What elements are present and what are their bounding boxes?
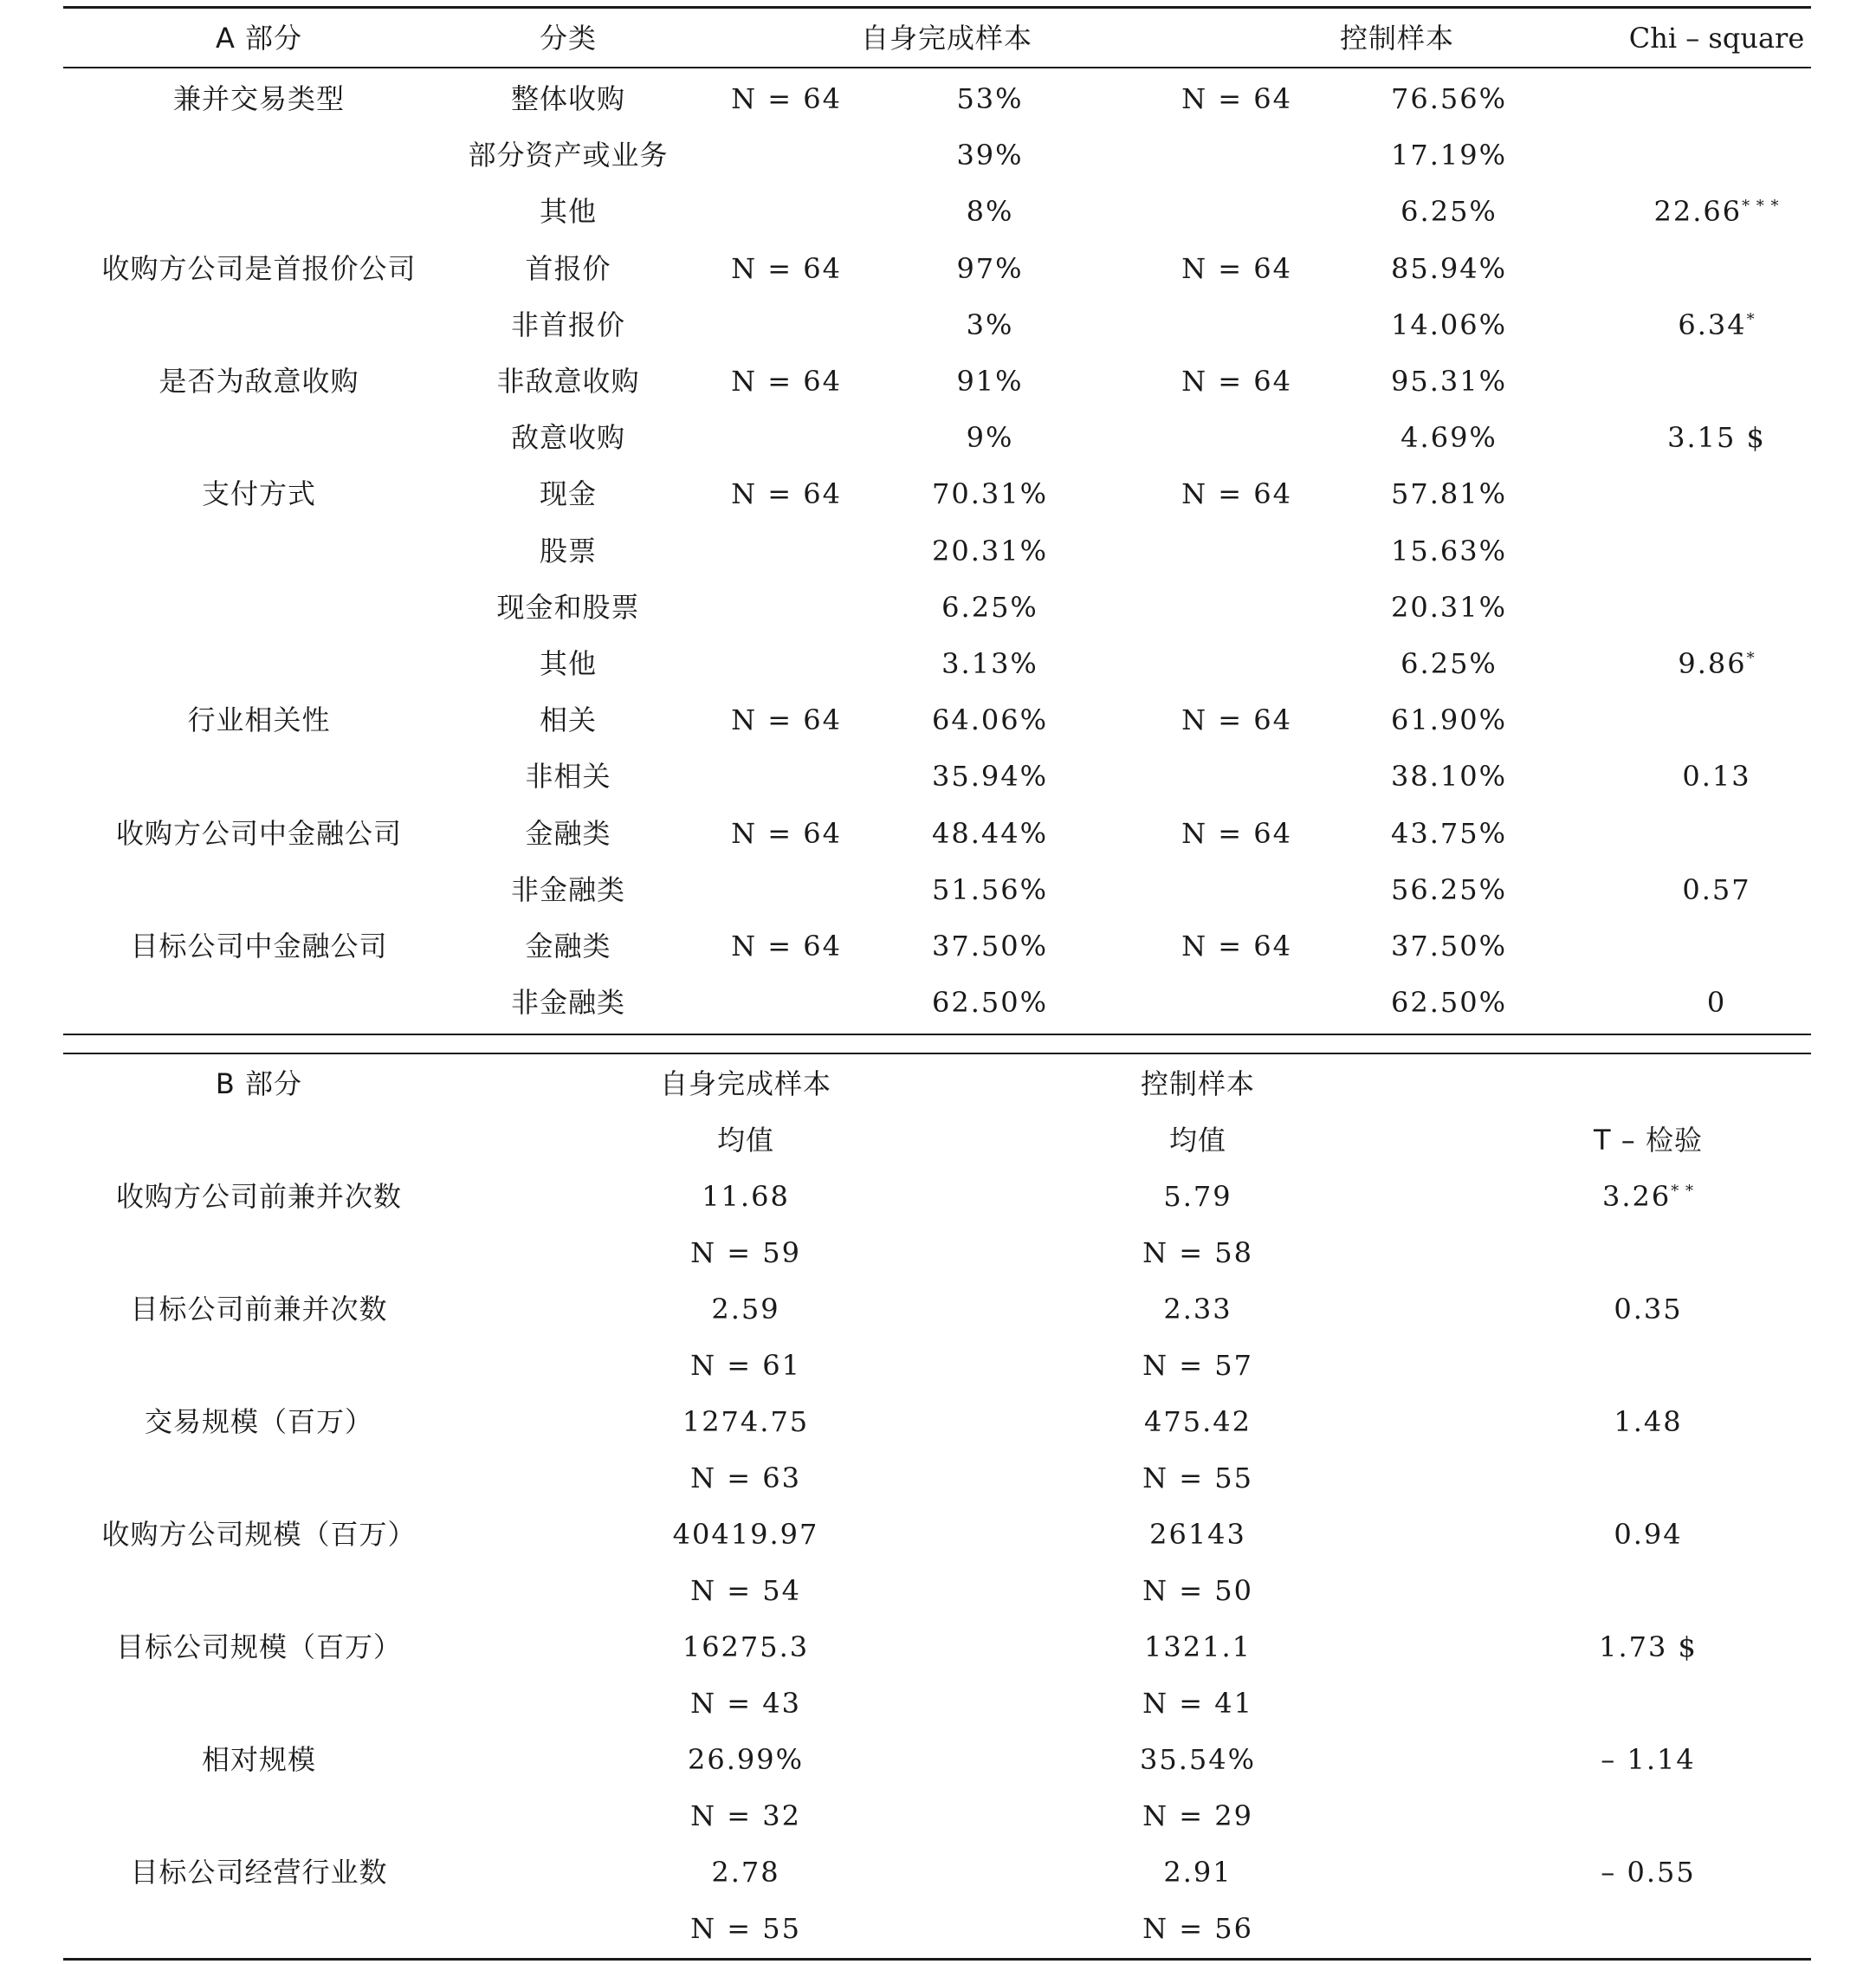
chi-square-cell xyxy=(1622,353,1811,410)
chi-square-cell xyxy=(1622,127,1811,184)
group-label: 收购方公司中金融公司 xyxy=(115,816,402,850)
mean-control-cell: 2.91 xyxy=(1163,1856,1232,1889)
pct-control-cell: 95.31% xyxy=(1390,365,1507,398)
n-self-cell: N = 64 xyxy=(731,703,842,737)
chi-square-cell xyxy=(1622,692,1811,749)
chi-square-cell xyxy=(1622,975,1811,1031)
table-row xyxy=(63,71,1811,127)
group-label xyxy=(63,749,455,805)
table-row xyxy=(63,918,1811,975)
n-row xyxy=(63,1676,1811,1732)
pct-control-cell: 76.56% xyxy=(1390,82,1507,115)
n-row xyxy=(63,1225,1811,1281)
group-label: 收购方公司是首报价公司 xyxy=(101,251,417,285)
panel-a-header xyxy=(63,10,1811,67)
part-b-label: B 部分 xyxy=(215,1067,303,1100)
category-cell: 非相关 xyxy=(525,760,611,794)
n-control-cell: N = 55 xyxy=(1142,1462,1253,1494)
category-header: 分类 xyxy=(539,22,597,55)
pct-self-cell: 53% xyxy=(956,82,1024,115)
pct-self-cell: 48.44% xyxy=(931,816,1048,850)
pct-control-cell: 61.90% xyxy=(1390,703,1507,737)
category-cell: 非金融类 xyxy=(510,986,625,1020)
group-label xyxy=(63,184,455,240)
chi-square-value: 3.15 $ xyxy=(1667,421,1766,455)
panel-a-body xyxy=(63,71,1811,1033)
chi-square-cell xyxy=(1622,241,1811,297)
t-value: 1.73 $ xyxy=(1599,1630,1698,1663)
chi-square-cell xyxy=(1622,918,1811,975)
t-test-cell xyxy=(1475,1619,1821,1676)
group-label xyxy=(63,297,455,353)
n-self-cell xyxy=(700,127,873,184)
significance-marker: * xyxy=(1746,310,1756,329)
significance-marker: * xyxy=(1746,649,1756,668)
header-rule xyxy=(63,67,1811,68)
t-value: 1.48 xyxy=(1614,1405,1683,1438)
table-row xyxy=(63,1732,1811,1788)
n-control-cell: N = 64 xyxy=(1181,365,1292,398)
table-row xyxy=(63,806,1811,862)
control-sample-header: 控制样本 xyxy=(1140,1067,1255,1100)
mean-control-cell: 26143 xyxy=(1149,1518,1246,1551)
table-row xyxy=(63,749,1811,805)
mean-self-cell: 26.99% xyxy=(687,1743,804,1776)
table-row xyxy=(63,1844,1811,1901)
control-sample-header: 控制样本 xyxy=(1339,22,1454,55)
n-self-cell: N = 64 xyxy=(731,930,842,963)
pct-control-cell: 4.69% xyxy=(1401,421,1498,455)
table-row xyxy=(63,1507,1811,1563)
chi-square-cell xyxy=(1622,636,1811,692)
t-test-cell xyxy=(1475,1507,1821,1563)
table-row xyxy=(63,297,1811,353)
n-self-cell: N = 64 xyxy=(731,477,842,511)
chi-square-cell xyxy=(1622,749,1811,805)
pct-self-cell: 35.94% xyxy=(931,760,1048,794)
n-control-cell: N = 64 xyxy=(1181,816,1292,850)
table-row xyxy=(63,1169,1811,1225)
pct-control-cell: 38.10% xyxy=(1390,760,1507,794)
n-control-cell: N = 64 xyxy=(1181,477,1292,511)
group-label: 兼并交易类型 xyxy=(172,82,345,115)
panel-b-top-rule xyxy=(63,1053,1811,1054)
t-value: 0.94 xyxy=(1614,1518,1683,1551)
mean-control-cell: 35.54% xyxy=(1139,1743,1256,1776)
n-self-cell: N = 55 xyxy=(690,1912,801,1945)
n-self-cell xyxy=(700,523,873,580)
pct-self-cell: 20.31% xyxy=(931,534,1048,567)
n-control-cell xyxy=(1150,410,1323,466)
t-test-cell xyxy=(1475,1394,1821,1450)
n-control-cell: N = 58 xyxy=(1142,1236,1253,1269)
pct-self-cell: 3% xyxy=(966,308,1014,341)
pct-control-cell: 57.81% xyxy=(1390,477,1507,511)
n-self-cell xyxy=(700,184,873,240)
n-self-cell: N = 64 xyxy=(731,251,842,285)
category-cell: 金融类 xyxy=(525,816,611,850)
group-label xyxy=(63,862,455,918)
chi-square-cell xyxy=(1622,466,1811,522)
table-row xyxy=(63,241,1811,297)
significance-marker: * * xyxy=(1671,1182,1694,1201)
header-row xyxy=(63,10,1811,67)
panel-a-bottom-rule xyxy=(63,1034,1811,1035)
n-self-cell: N = 59 xyxy=(690,1236,801,1269)
category-cell: 部分资产或业务 xyxy=(468,139,669,172)
variable-label: 目标公司经营行业数 xyxy=(130,1856,388,1889)
group-label: 目标公司中金融公司 xyxy=(130,930,388,963)
category-cell: 相关 xyxy=(539,703,597,737)
pct-self-cell: 62.50% xyxy=(931,986,1048,1020)
n-control-cell xyxy=(1150,636,1323,692)
category-cell: 整体收购 xyxy=(510,82,625,115)
n-control-cell: N = 64 xyxy=(1181,82,1292,115)
n-self-cell xyxy=(700,297,873,353)
table-row xyxy=(63,353,1811,410)
mean-self-cell: 40419.97 xyxy=(672,1518,819,1551)
pct-self-cell: 39% xyxy=(956,139,1024,172)
n-row xyxy=(63,1788,1811,1844)
pct-control-cell: 17.19% xyxy=(1390,139,1507,172)
mean-control-cell: 5.79 xyxy=(1163,1180,1232,1213)
t-test-cell xyxy=(1475,1844,1821,1901)
mean-self-cell: 2.78 xyxy=(711,1856,780,1889)
category-cell: 股票 xyxy=(539,534,597,567)
table-row xyxy=(63,636,1811,692)
n-control-cell: N = 41 xyxy=(1142,1687,1253,1720)
category-cell: 其他 xyxy=(539,647,597,680)
top-rule xyxy=(63,6,1811,9)
pct-self-cell: 37.50% xyxy=(931,930,1048,963)
group-label xyxy=(63,636,455,692)
variable-label: 收购方公司前兼并次数 xyxy=(115,1180,402,1213)
category-cell: 现金和股票 xyxy=(496,590,640,624)
t-value: 3.26 xyxy=(1602,1180,1672,1213)
category-cell: 首报价 xyxy=(525,251,611,285)
chi-square-value: 0 xyxy=(1706,986,1727,1020)
chi-square-cell xyxy=(1622,806,1811,862)
chi-square-cell xyxy=(1622,184,1811,240)
chi-square-value: 22.66 xyxy=(1653,195,1743,229)
pct-self-cell: 70.31% xyxy=(931,477,1048,511)
self-sample-header: 自身完成样本 xyxy=(659,1067,831,1100)
category-cell: 金融类 xyxy=(525,930,611,963)
n-self-cell: N = 54 xyxy=(690,1574,801,1607)
mean-control-cell: 2.33 xyxy=(1163,1293,1232,1326)
n-control-cell: N = 64 xyxy=(1181,703,1292,737)
category-cell: 非金融类 xyxy=(510,872,625,906)
pct-self-cell: 9% xyxy=(966,421,1014,455)
variable-label: 相对规模 xyxy=(201,1743,316,1776)
table-row xyxy=(63,523,1811,580)
mean-self-cell: 16275.3 xyxy=(682,1630,810,1663)
group-label xyxy=(63,523,455,580)
pct-control-cell: 15.63% xyxy=(1390,534,1507,567)
pct-self-cell: 97% xyxy=(956,251,1024,285)
n-control-cell xyxy=(1150,184,1323,240)
category-cell: 其他 xyxy=(539,195,597,229)
pct-control-cell: 85.94% xyxy=(1390,251,1507,285)
n-control-cell xyxy=(1150,975,1323,1031)
group-label: 行业相关性 xyxy=(187,703,331,737)
t-value: 0.35 xyxy=(1614,1293,1683,1326)
n-row xyxy=(63,1563,1811,1619)
mean-self-cell: 11.68 xyxy=(702,1180,790,1213)
table-row xyxy=(63,184,1811,240)
group-label xyxy=(63,410,455,466)
chi-square-cell xyxy=(1622,297,1811,353)
chi-square-value: 9.86 xyxy=(1678,647,1747,680)
table-row xyxy=(63,410,1811,466)
n-control-cell xyxy=(1150,862,1323,918)
mean-self-header: 均值 xyxy=(716,1124,774,1157)
t-value: – 1.14 xyxy=(1601,1743,1696,1776)
pct-control-cell: 14.06% xyxy=(1390,308,1507,341)
pct-control-cell: 43.75% xyxy=(1390,816,1507,850)
category-cell: 敌意收购 xyxy=(510,421,625,455)
n-row xyxy=(63,1450,1811,1507)
table-row xyxy=(63,692,1811,749)
n-control-cell: N = 64 xyxy=(1181,930,1292,963)
self-sample-header: 自身完成样本 xyxy=(860,22,1032,55)
n-control-cell: N = 57 xyxy=(1142,1349,1253,1382)
pct-control-cell: 62.50% xyxy=(1390,986,1507,1020)
n-control-cell: N = 56 xyxy=(1142,1912,1253,1945)
mean-self-cell: 2.59 xyxy=(711,1293,780,1326)
category-cell: 现金 xyxy=(539,477,597,511)
n-row xyxy=(63,1338,1811,1394)
n-self-cell xyxy=(700,975,873,1031)
t-test-cell xyxy=(1475,1169,1821,1225)
n-row xyxy=(63,1901,1811,1957)
panel-b-header xyxy=(63,1056,1811,1169)
n-self-cell xyxy=(700,580,873,636)
chi-square-cell xyxy=(1622,862,1811,918)
chi-square-cell xyxy=(1622,523,1811,580)
bottom-rule xyxy=(63,1958,1811,1961)
n-control-cell xyxy=(1150,523,1323,580)
mean-control-cell: 1321.1 xyxy=(1144,1630,1252,1663)
n-self-cell: N = 63 xyxy=(690,1462,801,1494)
group-label: 是否为敌意收购 xyxy=(158,365,359,398)
pct-control-cell: 37.50% xyxy=(1390,930,1507,963)
pct-control-cell: 6.25% xyxy=(1401,647,1498,680)
table-row xyxy=(63,975,1811,1031)
n-self-cell: N = 32 xyxy=(690,1799,801,1832)
header-row xyxy=(63,1056,1811,1112)
pct-self-cell: 64.06% xyxy=(931,703,1048,737)
group-label xyxy=(63,975,455,1031)
pct-control-cell: 6.25% xyxy=(1401,195,1498,229)
mean-self-cell: 1274.75 xyxy=(682,1405,810,1438)
category-cell: 非首报价 xyxy=(510,308,625,341)
n-self-cell: N = 64 xyxy=(731,82,842,115)
n-control-cell xyxy=(1150,127,1323,184)
n-control-cell xyxy=(1150,297,1323,353)
n-control-cell xyxy=(1150,749,1323,805)
t-test-header: T – 检验 xyxy=(1594,1124,1703,1157)
pct-control-cell: 56.25% xyxy=(1390,872,1507,906)
group-label: 支付方式 xyxy=(201,477,316,511)
pct-self-cell: 8% xyxy=(966,195,1014,229)
pct-self-cell: 6.25% xyxy=(941,590,1038,624)
category-cell: 非敌意收购 xyxy=(496,365,640,398)
t-test-cell xyxy=(1475,1732,1821,1788)
t-value: – 0.55 xyxy=(1601,1856,1696,1889)
variable-label: 目标公司前兼并次数 xyxy=(130,1293,388,1326)
significance-marker: * * * xyxy=(1742,197,1780,216)
chi-square-value: 0.57 xyxy=(1682,872,1751,906)
table-row xyxy=(63,1619,1811,1676)
chi-square-header: Chi – square xyxy=(1628,22,1805,55)
panel-b-body xyxy=(63,1169,1811,1957)
pct-control-cell: 20.31% xyxy=(1390,590,1507,624)
group-label xyxy=(63,580,455,636)
t-test-cell xyxy=(1475,1281,1821,1338)
n-self-cell: N = 61 xyxy=(690,1349,801,1382)
variable-label: 收购方公司规模（百万） xyxy=(101,1518,417,1551)
n-self-cell xyxy=(700,749,873,805)
n-self-cell: N = 64 xyxy=(731,365,842,398)
chi-square-value: 6.34 xyxy=(1678,308,1747,341)
pct-self-cell: 51.56% xyxy=(931,872,1048,906)
n-self-cell: N = 43 xyxy=(690,1687,801,1720)
table-row xyxy=(63,127,1811,184)
table-row xyxy=(63,466,1811,522)
n-self-cell: N = 64 xyxy=(731,816,842,850)
part-a-label: A 部分 xyxy=(215,22,303,55)
n-self-cell xyxy=(700,410,873,466)
n-self-cell xyxy=(700,636,873,692)
n-control-cell: N = 29 xyxy=(1142,1799,1253,1832)
table-row xyxy=(63,1394,1811,1450)
header-row xyxy=(63,1112,1811,1169)
n-control-cell xyxy=(1150,580,1323,636)
n-control-cell: N = 50 xyxy=(1142,1574,1253,1607)
n-control-cell: N = 64 xyxy=(1181,251,1292,285)
variable-label: 交易规模（百万） xyxy=(144,1405,373,1438)
pct-self-cell: 91% xyxy=(956,365,1024,398)
n-self-cell xyxy=(700,862,873,918)
table-row xyxy=(63,1281,1811,1338)
variable-label: 目标公司规模（百万） xyxy=(115,1630,402,1663)
chi-square-value: 0.13 xyxy=(1682,760,1751,794)
mean-control-cell: 475.42 xyxy=(1144,1405,1252,1438)
table-row xyxy=(63,862,1811,918)
chi-square-cell xyxy=(1622,580,1811,636)
chi-square-cell xyxy=(1622,71,1811,127)
table-row xyxy=(63,580,1811,636)
group-label xyxy=(63,127,455,184)
chi-square-cell xyxy=(1622,410,1811,466)
mean-control-header: 均值 xyxy=(1168,1124,1226,1157)
pct-self-cell: 3.13% xyxy=(941,647,1038,680)
